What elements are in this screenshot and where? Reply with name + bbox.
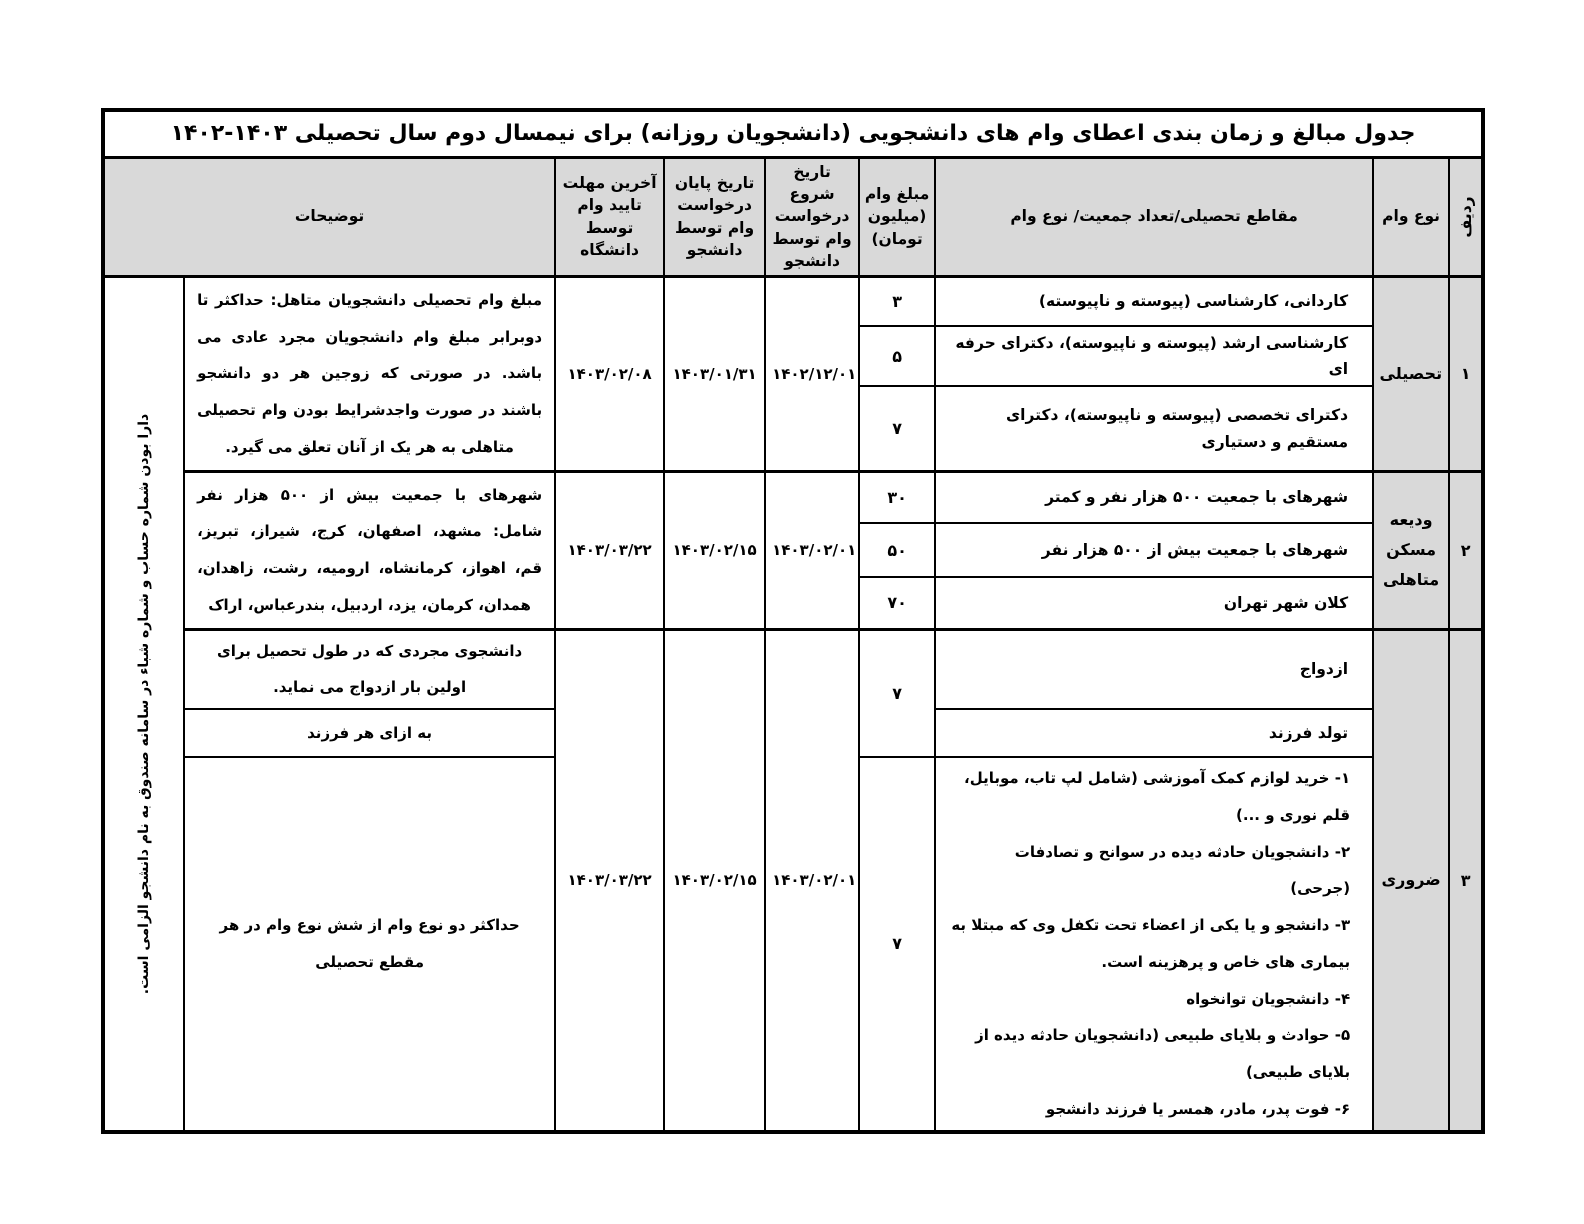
row2-start-date: ۱۴۰۳/۰۲/۰۱ [765,471,859,629]
row1-amount-1: ۳ [859,276,935,326]
row3-loan-type: ضروری [1373,629,1449,1132]
col-header-radif [1449,157,1483,276]
side-note-text: دارا بودن شماره حساب و شماره شباء در سامانه صندوق به نام دانشجو الزامی است. [136,413,153,994]
essential-item-2: ۲- دانشجویان حادثه دیده در سوانح و تصادفات (جرحی) [1014,842,1351,898]
row2-amount-2: ۵۰ [859,523,935,576]
row2-amount-1: ۳۰ [859,471,935,523]
essential-item-3: ۳- دانشجو و یا یکی از اعضاء تحت تکفل وی که مبتلا به بیماری های خاص و پرهزینه است. [951,916,1351,971]
col-header-amount: مبلغ وام (میلیون تومان) [859,157,935,276]
col-header-start-date: تاریخ شروع درخواست وام توسط دانشجو [765,157,859,276]
row2-city-2: شهرهای با جمعیت بیش از ۵۰۰ هزار نفر [935,523,1373,576]
row1-note: مبلغ وام تحصیلی دانشجویان متاهل: حداکثر تا دوبرابر مبلغ وام دانشجویان مجرد عادی می باشد. در صورتی که زوجین هر دو دانشجو باشند در صورت واجدشرایط بودن وام تحصیلی متاهلی به هر یک از آنان تعلق می گیرد. [184,276,555,471]
row1-level-2: کارشناسی ارشد (پیوسته و ناپیوسته)، دکترای حرفه ای [935,326,1373,387]
col-header-radif-label: ردیف [1456,196,1475,238]
row3-amount-marriage-birth: ۷ [859,629,935,757]
row1-level-1: کاردانی، کارشناسی (پیوسته و ناپیوسته) [935,276,1373,326]
table-row [103,629,1483,709]
side-note-cell [103,276,184,1131]
loan-schedule-table [101,108,1485,1134]
row1-amount-2: ۵ [859,326,935,387]
col-header-end-date: تاریخ پایان درخواست وام توسط دانشجو [664,157,765,276]
row2-approve-deadline: ۱۴۰۳/۰۳/۲۲ [555,471,664,629]
row1-amount-3: ۷ [859,386,935,471]
row3-start-date: ۱۴۰۳/۰۲/۰۱ [765,629,859,1132]
row1-level-3: دکترای تخصصی (پیوسته و ناپیوسته)، دکترای مستقیم و دستیاری [935,386,1373,471]
essential-item-1: ۱- خرید لوازم کمک آموزشی (شامل لپ تاب، موبایل، قلم نوری و ...) [964,769,1351,824]
col-header-levels: مقاطع تحصیلی/تعداد جمعیت/ نوع وام [935,157,1373,276]
row3-end-date: ۱۴۰۳/۰۲/۱۵ [664,629,765,1132]
row3-event-marriage: ازدواج [935,629,1373,709]
table-title: جدول مبالغ و زمان بندی اعطای وام های دانشجویی (دانشجویان روزانه) برای نیمسال دوم سال تحصیلی ۱۴۰۳-۱۴۰۲ [103,110,1483,157]
row3-note-marriage: دانشجوی مجردی که در طول تحصیل برای اولین بار ازدواج می نماید. [184,629,555,709]
row2-number: ۲ [1449,471,1483,629]
row2-end-date: ۱۴۰۳/۰۲/۱۵ [664,471,765,629]
row1-number: ۱ [1449,276,1483,471]
row1-approve-deadline: ۱۴۰۳/۰۲/۰۸ [555,276,664,471]
essential-item-4: ۴- دانشجویان توانخواه [1186,989,1351,1008]
table-row [103,276,1483,326]
row3-essential-list [935,757,1373,1132]
essential-item-5: ۵- حوادث و بلایای طبیعی (دانشجویان حادثه دیده از بلایای طبیعی) [975,1026,1351,1082]
col-header-approve-deadline: آخرین مهلت تایید وام توسط دانشگاه [555,157,664,276]
row3-event-birth: تولد فرزند [935,709,1373,757]
row3-approve-deadline: ۱۴۰۳/۰۳/۲۲ [555,629,664,1132]
row3-note-birth: به ازای هر فرزند [184,709,555,757]
row2-note: شهرهای با جمعیت بیش از ۵۰۰ هزار نفر شامل: مشهد، اصفهان، کرج، شیراز، تبریز، قم، اهواز، کرمانشاه، ارومیه، رشت، زاهدان، همدان، کرمان، یزد، اردبیل، بندرعباس، اراک [184,471,555,629]
row3-note-max-loans: حداکثر دو نوع وام از شش نوع وام در هر مقطع تحصیلی [184,757,555,1132]
row3-number: ۳ [1449,629,1483,1132]
row1-start-date: ۱۴۰۲/۱۲/۰۱ [765,276,859,471]
essential-item-6: ۶- فوت پدر، مادر، همسر یا فرزند دانشجو [1045,1099,1351,1118]
row1-end-date: ۱۴۰۳/۰۱/۳۱ [664,276,765,471]
row2-city-1: شهرهای با جمعیت ۵۰۰ هزار نفر و کمتر [935,471,1373,523]
row2-loan-type: ودیعه مسکن متاهلی [1373,471,1449,629]
table-row [103,471,1483,523]
row3-amount-list: ۷ [859,757,935,1132]
col-header-notes: توضیحات [103,157,555,276]
col-header-loan-type: نوع وام [1373,157,1449,276]
row2-city-3: کلان شهر تهران [935,577,1373,629]
row2-amount-3: ۷۰ [859,577,935,629]
row1-loan-type: تحصیلی [1373,276,1449,471]
